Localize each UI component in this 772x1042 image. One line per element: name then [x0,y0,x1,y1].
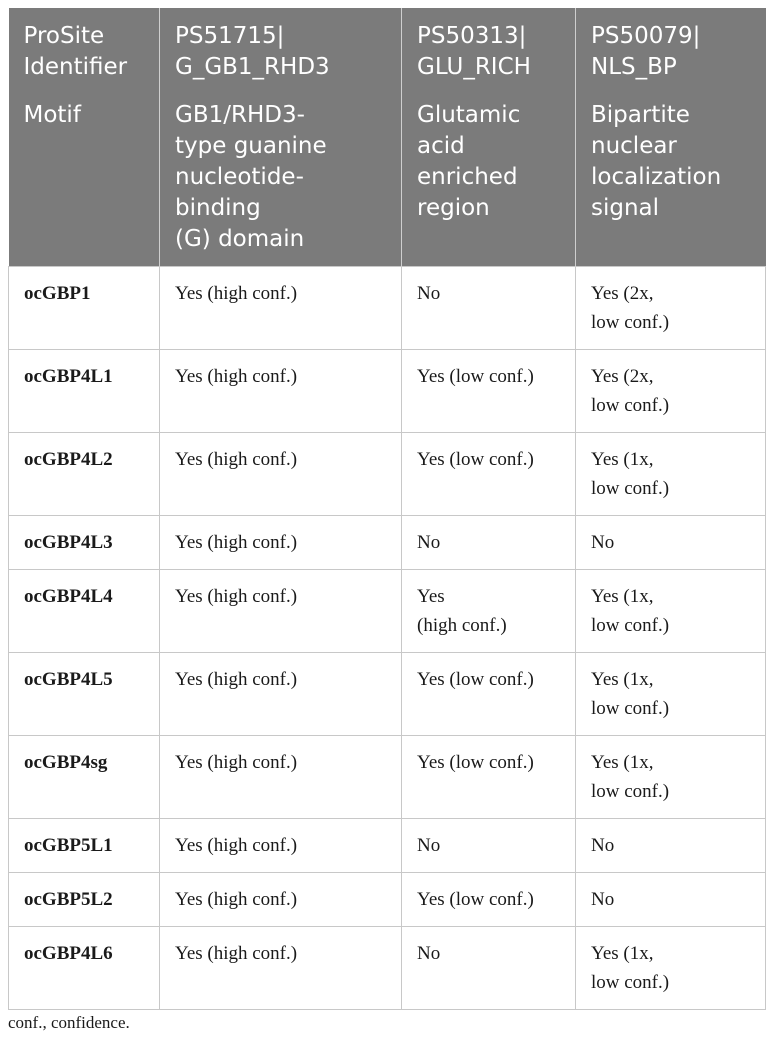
table-row [9,350,766,433]
gene-name: ocGBP4L5 [9,653,160,736]
nls-cell: No [576,516,766,570]
nls-cell: Yes (1x, low conf.) [576,433,766,516]
g-domain-cell: Yes (high conf.) [160,516,402,570]
nls-cell: Yes (2x, low conf.) [576,267,766,350]
glu-rich-cell: Yes (low conf.) [402,433,576,516]
glu-rich-cell: No [402,927,576,1010]
nls-cell: Yes (1x, low conf.) [576,736,766,819]
nls-cell: Yes (1x, low conf.) [576,653,766,736]
g-domain-cell: Yes (high conf.) [160,873,402,927]
table-row [9,927,766,1010]
header-ps50079: PS50079| NLS_BP [576,8,766,92]
glu-rich-cell: Yes (low conf.) [402,873,576,927]
gene-name: ocGBP4L6 [9,927,160,1010]
g-domain-cell: Yes (high conf.) [160,653,402,736]
gene-name: ocGBP5L2 [9,873,160,927]
gene-name: ocGBP5L1 [9,819,160,873]
header-row-identifier [9,8,766,92]
header-row-motif [9,92,766,267]
g-domain-cell: Yes (high conf.) [160,433,402,516]
glu-rich-cell: Yes (low conf.) [402,653,576,736]
gene-name: ocGBP1 [9,267,160,350]
glu-rich-cell: No [402,267,576,350]
glu-rich-cell: Yes (high conf.) [402,570,576,653]
header-motif-glu-rich: Glutamic acid enriched region [402,92,576,267]
table-header [9,8,766,267]
table-row [9,653,766,736]
gene-name: ocGBP4L3 [9,516,160,570]
g-domain-cell: Yes (high conf.) [160,267,402,350]
nls-cell: Yes (1x, low conf.) [576,570,766,653]
nls-cell: No [576,873,766,927]
gene-name: ocGBP4sg [9,736,160,819]
nls-cell: No [576,819,766,873]
g-domain-cell: Yes (high conf.) [160,927,402,1010]
glu-rich-cell: No [402,516,576,570]
glu-rich-cell: No [402,819,576,873]
table-row [9,433,766,516]
gene-name: ocGBP4L2 [9,433,160,516]
table-row [9,570,766,653]
glu-rich-cell: Yes (low conf.) [402,736,576,819]
glu-rich-cell: Yes (low conf.) [402,350,576,433]
gene-name: ocGBP4L4 [9,570,160,653]
header-motif-g-domain: GB1/RHD3- type guanine nucleotide- binding (G) domain [160,92,402,267]
g-domain-cell: Yes (high conf.) [160,819,402,873]
table-row [9,873,766,927]
gene-name: ocGBP4L1 [9,350,160,433]
table-row [9,819,766,873]
table-row [9,736,766,819]
header-motif: Motif [9,92,160,267]
header-motif-nls: Bipartite nuclear localization signal [576,92,766,267]
g-domain-cell: Yes (high conf.) [160,570,402,653]
prosite-motif-table [8,8,766,1010]
header-prosite-identifier: ProSite Identifier [9,8,160,92]
nls-cell: Yes (2x, low conf.) [576,350,766,433]
table-row [9,267,766,350]
nls-cell: Yes (1x, low conf.) [576,927,766,1010]
g-domain-cell: Yes (high conf.) [160,736,402,819]
table-body [9,267,766,1010]
table-row [9,516,766,570]
g-domain-cell: Yes (high conf.) [160,350,402,433]
header-ps51715: PS51715| G_GB1_RHD3 [160,8,402,92]
header-ps50313: PS50313| GLU_RICH [402,8,576,92]
table-footnote: conf., confidence. [8,1013,130,1032]
